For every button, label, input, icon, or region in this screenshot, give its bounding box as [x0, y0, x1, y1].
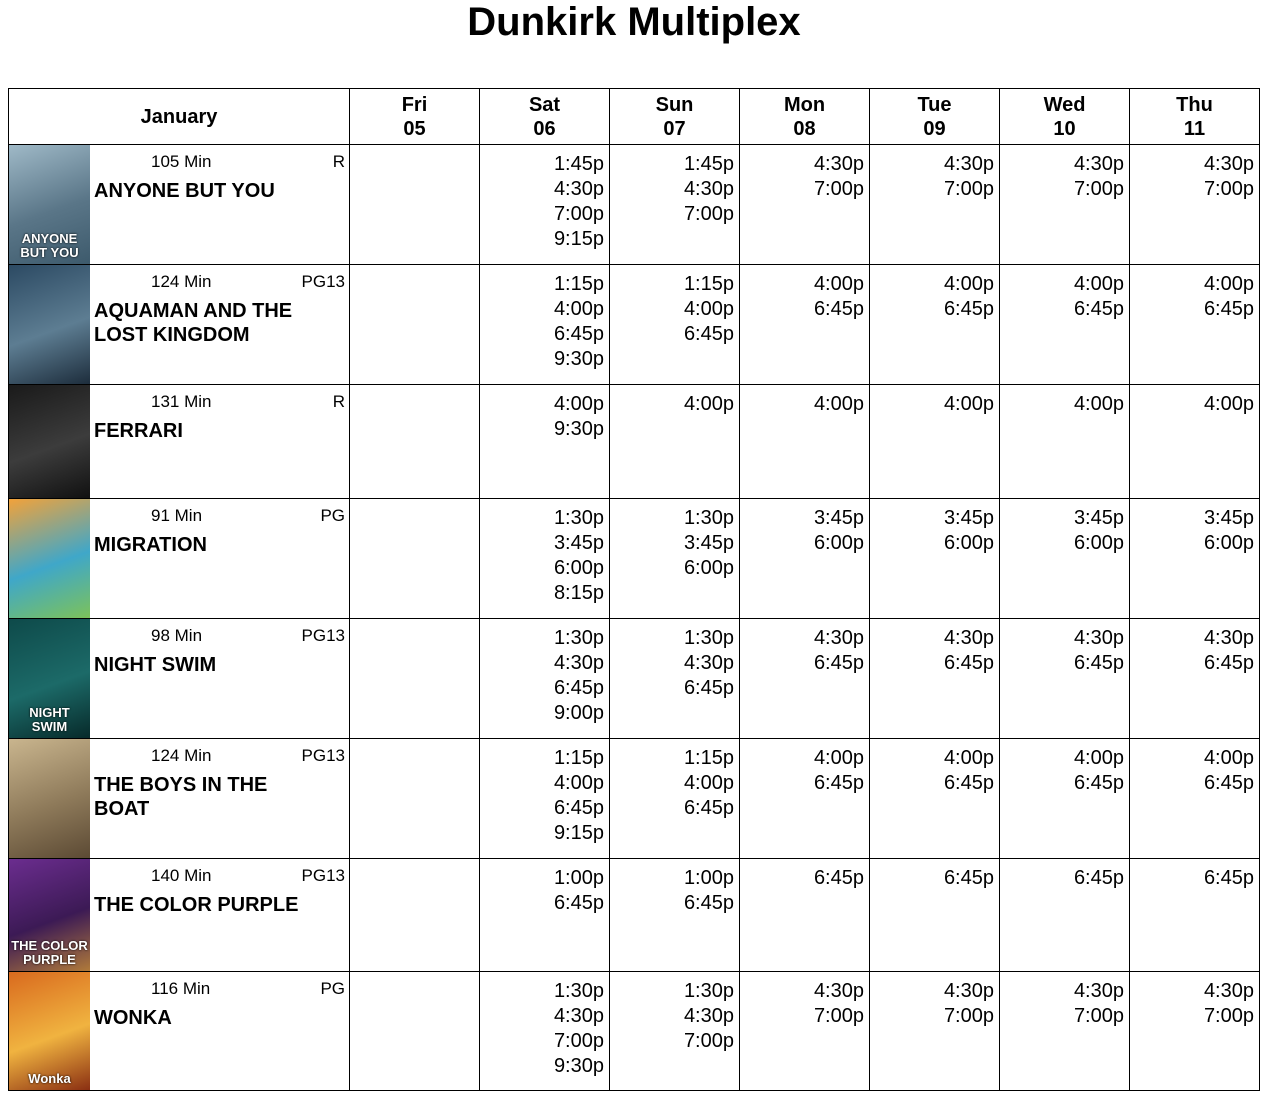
showtimes-cell: [480, 972, 610, 1091]
showtime[interactable]: 7:00p: [943, 178, 994, 200]
showtime[interactable]: 6:00p: [553, 557, 604, 579]
showtimes-cell: [480, 265, 610, 385]
showtime[interactable]: 9:15p: [553, 822, 604, 844]
movie-row: [9, 859, 1260, 972]
poster-title-text: NIGHT SWIM: [29, 705, 70, 734]
movie-rating: R: [332, 392, 345, 411]
movie-runtime: 91 Min: [151, 506, 203, 525]
showtimes-cell: [740, 145, 870, 265]
day-name: Mon: [783, 93, 826, 116]
showtime[interactable]: 4:30p: [553, 1005, 604, 1027]
showtimes-cell: [870, 972, 1000, 1091]
movie-title: NIGHT SWIM: [94, 654, 217, 676]
showtime[interactable]: 4:30p: [943, 627, 994, 649]
showtime[interactable]: 4:30p: [553, 178, 604, 200]
showtime[interactable]: 9:00p: [553, 702, 604, 724]
showtime[interactable]: 4:30p: [1073, 153, 1124, 175]
showtime[interactable]: 4:00p: [553, 298, 604, 320]
showtime[interactable]: 6:00p: [1203, 532, 1254, 554]
showtimes-cell: [350, 385, 480, 499]
movie-info-cell: [9, 499, 350, 619]
showtime[interactable]: 4:30p: [1073, 980, 1124, 1002]
day-header: [1130, 89, 1260, 145]
movie-rating: R: [332, 152, 345, 171]
showtimes-cell: [480, 499, 610, 619]
movie-poster: [9, 145, 90, 264]
showtime[interactable]: 3:45p: [1203, 507, 1254, 529]
showtime[interactable]: 7:00p: [813, 1005, 864, 1027]
showtime[interactable]: 3:45p: [683, 532, 734, 554]
showtimes-cell: [1000, 265, 1130, 385]
showtimes-cell: [610, 619, 740, 739]
showtimes-cell: [350, 499, 480, 619]
day-name: Thu: [1176, 93, 1213, 116]
movie-row: [9, 972, 1260, 1091]
showtimes-cell: [740, 385, 870, 499]
movie-runtime: 98 Min: [151, 626, 203, 645]
showtime[interactable]: 6:45p: [943, 772, 994, 794]
showtime[interactable]: 6:45p: [683, 797, 734, 819]
showtime[interactable]: 1:30p: [553, 507, 604, 529]
showtime[interactable]: 4:00p: [1203, 273, 1254, 295]
movie-rating: PG13: [301, 272, 345, 291]
day-header: [350, 89, 480, 145]
movie-info-cell: [9, 739, 350, 859]
movie-row: [9, 385, 1260, 499]
showtime[interactable]: 6:45p: [683, 323, 734, 345]
showtimes-cell: [1000, 499, 1130, 619]
showtimes-cell: [350, 145, 480, 265]
showtimes-cell: [740, 859, 870, 972]
month-header: January: [9, 89, 350, 145]
showtime[interactable]: 6:45p: [1073, 867, 1124, 889]
showtimes-cell: [740, 739, 870, 859]
showtime[interactable]: 4:30p: [1203, 980, 1254, 1002]
showtime[interactable]: 3:45p: [813, 507, 864, 529]
showtimes-cell: [1000, 859, 1130, 972]
day-date: 06: [533, 117, 556, 140]
showtime[interactable]: 6:45p: [813, 867, 864, 889]
showtime[interactable]: 6:00p: [683, 557, 734, 579]
movie-title: AQUAMAN AND THE LOST KINGDOM: [94, 300, 293, 346]
showtime[interactable]: 4:30p: [813, 980, 864, 1002]
showtime[interactable]: 4:00p: [943, 747, 994, 769]
showtime[interactable]: 6:45p: [943, 652, 994, 674]
showtime[interactable]: 7:00p: [683, 203, 734, 225]
showtime[interactable]: 1:30p: [683, 980, 734, 1002]
showtime[interactable]: 9:30p: [553, 1055, 604, 1077]
showtimes-cell: [1130, 385, 1260, 499]
showtimes-cell: [1130, 619, 1260, 739]
movie-title: ANYONE BUT YOU: [94, 180, 275, 202]
showtimes-cell: [1130, 499, 1260, 619]
showtime[interactable]: 4:30p: [683, 652, 734, 674]
day-name: Wed: [1043, 93, 1086, 116]
movie-poster: [9, 972, 90, 1090]
showtime[interactable]: 6:45p: [553, 677, 604, 699]
showtimes-cell: [480, 859, 610, 972]
showtime[interactable]: 6:45p: [813, 772, 864, 794]
movie-poster: [9, 499, 90, 618]
showtime[interactable]: 4:30p: [813, 627, 864, 649]
day-name: Fri: [401, 93, 428, 116]
showtime[interactable]: 4:30p: [943, 153, 994, 175]
showtime[interactable]: 6:00p: [1073, 532, 1124, 554]
movie-info-cell: [9, 619, 350, 739]
showtimes-cell: [350, 619, 480, 739]
poster-title-text: Wonka: [28, 1071, 71, 1086]
showtimes-cell: [480, 739, 610, 859]
day-name: Sun: [655, 93, 694, 116]
showtimes-table: [8, 88, 1260, 1091]
showtime[interactable]: 6:45p: [683, 677, 734, 699]
movie-row: [9, 499, 1260, 619]
showtimes-cell: [870, 859, 1000, 972]
showtime[interactable]: 4:30p: [943, 980, 994, 1002]
showtime[interactable]: 1:30p: [553, 980, 604, 1002]
movie-info-cell: [9, 972, 350, 1091]
showtime[interactable]: 4:30p: [553, 652, 604, 674]
day-header: [740, 89, 870, 145]
movie-poster: [9, 739, 90, 858]
showtime[interactable]: 4:00p: [813, 393, 864, 415]
page-title: Dunkirk Multiplex: [467, 0, 801, 44]
movie-row: [9, 619, 1260, 739]
movie-title: THE COLOR PURPLE: [94, 894, 299, 916]
movie-rating: PG13: [301, 746, 345, 765]
day-date: 10: [1053, 117, 1076, 140]
movie-rating: PG: [320, 506, 345, 525]
showtimes-cell: [1130, 739, 1260, 859]
showtimes-cell: [480, 145, 610, 265]
showtime[interactable]: 7:00p: [813, 178, 864, 200]
showtime[interactable]: 6:45p: [943, 867, 994, 889]
showtimes-cell: [1130, 265, 1260, 385]
showtimes-cell: [870, 385, 1000, 499]
showtimes-cell: [740, 972, 870, 1091]
movie-runtime: 116 Min: [151, 979, 211, 998]
showtime[interactable]: 4:00p: [683, 772, 734, 794]
showtime[interactable]: 4:00p: [683, 298, 734, 320]
showtime[interactable]: 6:45p: [1203, 867, 1254, 889]
showtime[interactable]: 1:15p: [683, 747, 734, 769]
showtimes-cell: [610, 972, 740, 1091]
day-header: [870, 89, 1000, 145]
showtimes-cell: [1000, 145, 1130, 265]
showtimes-cell: [350, 972, 480, 1091]
movie-row: [9, 145, 1260, 265]
showtimes-cell: [870, 145, 1000, 265]
movie-poster: [9, 619, 90, 738]
showtimes-cell: [740, 499, 870, 619]
movie-runtime: 105 Min: [151, 152, 212, 171]
showtime[interactable]: 4:00p: [683, 393, 734, 415]
movie-row: [9, 265, 1260, 385]
showtime[interactable]: 6:45p: [813, 298, 864, 320]
showtime[interactable]: 6:45p: [1203, 652, 1254, 674]
movie-poster: [9, 385, 90, 498]
showtimes-cell: [1130, 145, 1260, 265]
showtime[interactable]: 7:00p: [1203, 1005, 1254, 1027]
day-name: Sat: [528, 93, 561, 116]
showtimes-cell: [1000, 619, 1130, 739]
movie-info-cell: [9, 265, 350, 385]
day-name: Tue: [917, 93, 952, 116]
showtime[interactable]: 1:45p: [683, 153, 734, 175]
movie-row: [9, 739, 1260, 859]
showtimes-cell: [610, 859, 740, 972]
showtime[interactable]: 4:00p: [1073, 273, 1124, 295]
showtime[interactable]: 4:30p: [683, 178, 734, 200]
showtime[interactable]: 3:45p: [943, 507, 994, 529]
showtime[interactable]: 4:30p: [683, 1005, 734, 1027]
showtime[interactable]: 4:00p: [813, 747, 864, 769]
showtimes-cell: [1000, 739, 1130, 859]
showtime[interactable]: 1:45p: [553, 153, 604, 175]
showtime[interactable]: 7:00p: [943, 1005, 994, 1027]
showtimes-cell: [870, 619, 1000, 739]
showtime[interactable]: 7:00p: [1203, 178, 1254, 200]
showtime[interactable]: 1:30p: [683, 507, 734, 529]
showtime[interactable]: 4:00p: [1203, 747, 1254, 769]
poster-title-text: THE COLOR PURPLE: [11, 938, 88, 967]
movie-info-cell: [9, 859, 350, 972]
showtimes-cell: [610, 499, 740, 619]
showtime[interactable]: 4:00p: [1073, 747, 1124, 769]
showtime[interactable]: 6:45p: [553, 323, 604, 345]
showtime[interactable]: 4:00p: [553, 393, 604, 415]
movie-poster: [9, 265, 90, 384]
day-date: 05: [403, 117, 426, 140]
showtime[interactable]: 6:45p: [1203, 298, 1254, 320]
table-header-row: [9, 89, 1260, 145]
showtimes-cell: [350, 739, 480, 859]
showtime[interactable]: 4:00p: [943, 393, 994, 415]
showtime[interactable]: 6:45p: [553, 892, 604, 914]
showtime[interactable]: 4:00p: [553, 772, 604, 794]
poster-title-text: ANYONE BUT YOU: [20, 231, 79, 260]
movie-runtime: 124 Min: [151, 746, 212, 765]
day-date: 07: [663, 117, 686, 140]
showtimes-cell: [480, 385, 610, 499]
showtime[interactable]: 6:45p: [683, 892, 734, 914]
day-date: 08: [793, 117, 816, 140]
showtime[interactable]: 6:45p: [553, 797, 604, 819]
showtimes-cell: [1130, 859, 1260, 972]
showtime[interactable]: 7:00p: [1073, 1005, 1124, 1027]
showtimes-cell: [1000, 972, 1130, 1091]
showtime[interactable]: 6:45p: [1203, 772, 1254, 794]
showtime[interactable]: 1:15p: [553, 273, 604, 295]
showtime[interactable]: 4:00p: [1073, 393, 1124, 415]
showtime[interactable]: 1:15p: [683, 273, 734, 295]
showtimes-cell: [870, 499, 1000, 619]
movie-rating: PG13: [301, 626, 345, 645]
showtimes-cell: [610, 265, 740, 385]
showtime[interactable]: 9:15p: [553, 228, 604, 250]
movie-runtime: 140 Min: [151, 866, 212, 885]
movie-title: WONKA: [94, 1007, 172, 1029]
showtime[interactable]: 4:30p: [1203, 627, 1254, 649]
day-header: [610, 89, 740, 145]
showtime[interactable]: 6:45p: [1073, 652, 1124, 674]
day-header: [480, 89, 610, 145]
movie-info-cell: [9, 145, 350, 265]
showtime[interactable]: 6:45p: [813, 652, 864, 674]
movie-rating: PG13: [301, 866, 345, 885]
showtime[interactable]: 7:00p: [553, 203, 604, 225]
movie-runtime: 124 Min: [151, 272, 212, 291]
movie-info-cell: [9, 385, 350, 499]
showtime[interactable]: 3:45p: [553, 532, 604, 554]
day-date: 09: [923, 117, 946, 140]
showtimes-cell: [610, 145, 740, 265]
showtime[interactable]: 7:00p: [683, 1030, 734, 1052]
showtimes-cell: [610, 739, 740, 859]
showtimes-cell: [480, 619, 610, 739]
showtime[interactable]: 8:15p: [553, 582, 604, 604]
showtime[interactable]: 6:45p: [1073, 298, 1124, 320]
showtimes-cell: [740, 265, 870, 385]
showtime[interactable]: 7:00p: [553, 1030, 604, 1052]
showtime[interactable]: 1:30p: [683, 627, 734, 649]
showtime[interactable]: 3:45p: [1073, 507, 1124, 529]
showtime[interactable]: 4:30p: [1073, 627, 1124, 649]
showtime[interactable]: 1:30p: [553, 627, 604, 649]
movie-rating: PG: [320, 979, 345, 998]
movie-title: THE BOYS IN THE BOAT: [94, 774, 268, 820]
showtimes-cell: [1000, 385, 1130, 499]
showtimes-cell: [1130, 972, 1260, 1091]
showtimes-cell: [350, 859, 480, 972]
showtime[interactable]: 9:30p: [553, 418, 604, 440]
showtimes-cell: [350, 265, 480, 385]
showtimes-cell: [870, 739, 1000, 859]
showtime[interactable]: 6:45p: [943, 298, 994, 320]
showtime[interactable]: 6:00p: [813, 532, 864, 554]
movie-title: FERRARI: [94, 420, 183, 442]
showtime[interactable]: 1:15p: [553, 747, 604, 769]
day-date: 11: [1183, 117, 1206, 140]
day-header: [1000, 89, 1130, 145]
showtime[interactable]: 4:00p: [943, 273, 994, 295]
showtime[interactable]: 9:30p: [553, 348, 604, 370]
showtime[interactable]: 6:00p: [943, 532, 994, 554]
showtime[interactable]: 1:00p: [683, 867, 734, 889]
showtimes-cell: [610, 385, 740, 499]
showtimes-cell: [870, 265, 1000, 385]
movie-title: MIGRATION: [94, 534, 207, 556]
showtime[interactable]: 4:30p: [1203, 153, 1254, 175]
showtime[interactable]: 6:45p: [1073, 772, 1124, 794]
showtime[interactable]: 4:00p: [1203, 393, 1254, 415]
showtime[interactable]: 1:00p: [553, 867, 604, 889]
movie-poster: [9, 859, 90, 971]
showtimes-cell: [740, 619, 870, 739]
showtime[interactable]: 4:00p: [813, 273, 864, 295]
showtime[interactable]: 4:30p: [813, 153, 864, 175]
showtime[interactable]: 7:00p: [1073, 178, 1124, 200]
movie-runtime: 131 Min: [151, 392, 212, 411]
